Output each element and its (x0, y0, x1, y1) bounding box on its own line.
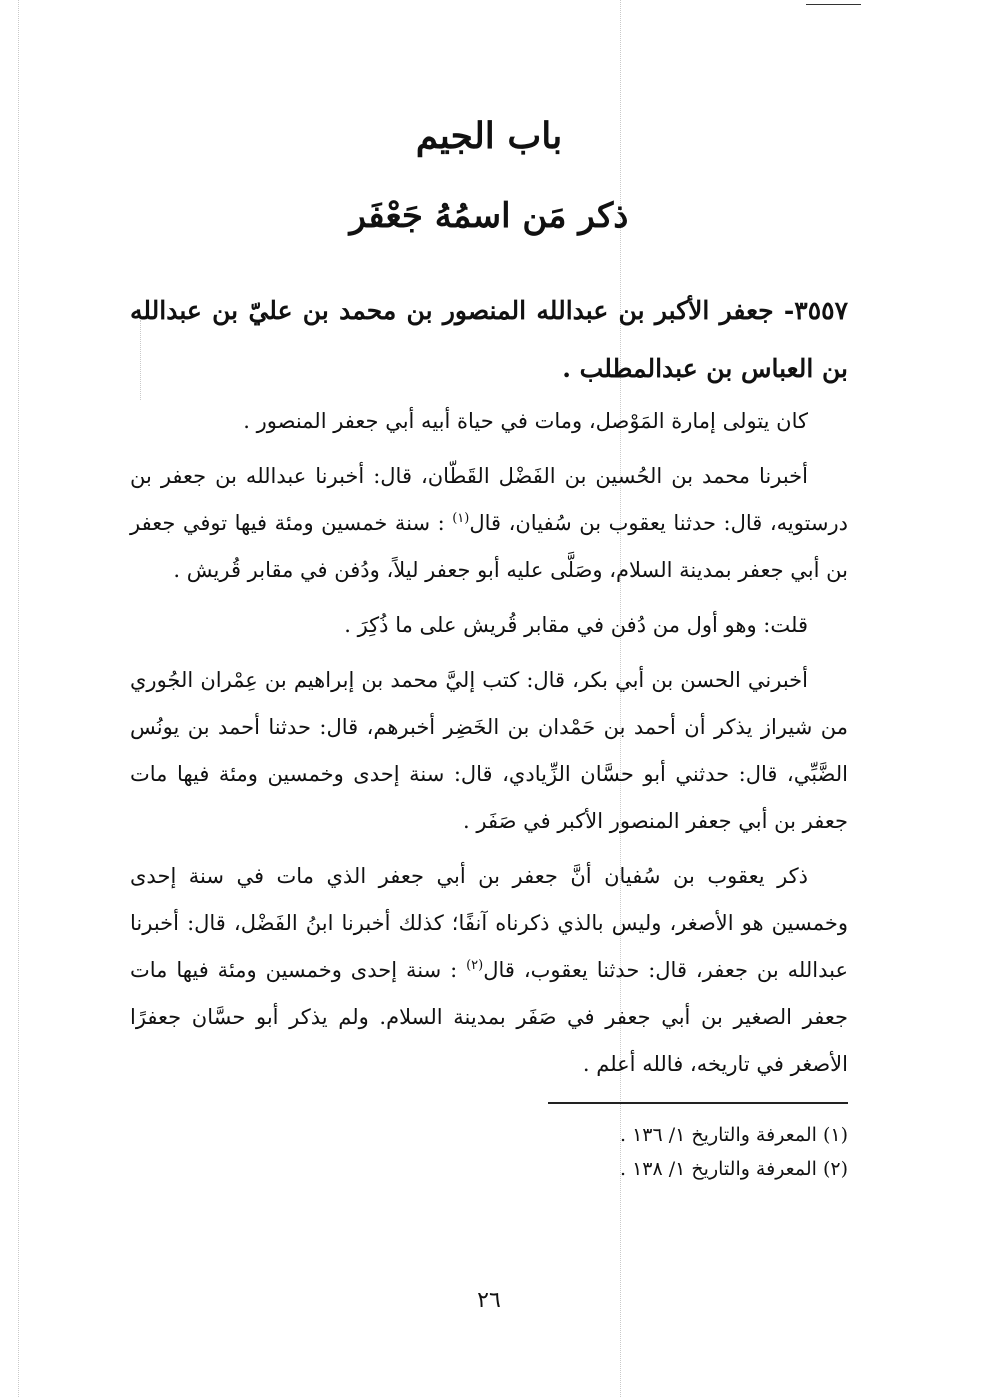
footnotes (130, 1118, 848, 1186)
paragraph (130, 453, 848, 594)
page-number: ٢٦ (477, 1288, 501, 1313)
margin-mark (18, 0, 19, 1397)
section-title: ذكر مَن اسمُهُ جَعْفَر (349, 196, 629, 236)
paragraph-text: : سنة إحدى وخمسين ومئة فيها مات جعفر الصغير بن أبي جعفر في صَفَر بمدينة السلام. ولم يذكر أبو حسَّان جعفرًا الأصغر في تاريخه، فالله أعلم . (130, 958, 848, 1076)
page-content (130, 0, 848, 1397)
footnote-ref: (٢) (466, 958, 484, 973)
footnote-ref: (١) (452, 511, 470, 526)
paragraph-text: أخبرنا محمد بن الحُسين بن الفَضْل القَطّان، قال: أخبرنا عبدالله بن جعفر بن درستويه، قال: حدثنا يعقوب بن سُفيان، قال (130, 464, 848, 535)
paragraph (130, 853, 848, 1088)
body-text (130, 398, 848, 1096)
chapter-title: باب الجيم (415, 115, 563, 157)
footnote-separator (548, 1102, 848, 1104)
footnote: (٢) المعرفة والتاريخ ١/ ١٣٨ . (619, 1158, 848, 1180)
paragraph: قلت: وهو أول من دُفن في مقابر قُريش على ما ذُكِرَ . (344, 613, 808, 637)
footnote: (١) المعرفة والتاريخ ١/ ١٣٦ . (619, 1124, 848, 1146)
paragraph-text: ذكر يعقوب بن سُفيان أنَّ جعفر بن أبي جعفر الذي مات في سنة إحدى وخمسين هو الأصغر، وليس بالذي ذكرناه آنفًا؛ كذلك أخبرنا ابنُ الفَضْل، قال: أخبرنا عبدالله بن جعفر، قال: حدثنا يعقوب، قال (130, 864, 848, 982)
paragraph: أخبرني الحسن بن أبي بكر، قال: كتب إليَّ محمد بن إبراهيم بن عِمْران الجُوري من شيراز يذكر أن أحمد بن حَمْدان بن الخَضِر أخبرهم، قال: حدثنا أحمد بن يونُس الضَّبِّي، قال: حدثني أبو حسَّان الزِّيادي، قال: سنة إحدى وخمسين ومئة فيها مات جعفر بن أبي جعفر المنصور الأكبر في صَفَر . (130, 668, 848, 833)
paragraph-text: : سنة خمسين ومئة فيها توفي جعفر بن أبي جعفر بمدينة السلام، وصَلَّى عليه أبو جعفر ليلاً، ودُفن في مقابر قُريش . (130, 511, 848, 582)
paragraph: كان يتولى إمارة المَوْصل، ومات في حياة أبيه أبي جعفر المنصور . (243, 409, 808, 433)
entry-heading: ٣٥٥٧- جعفر الأكبر بن عبدالله المنصور بن محمد بن عليّ بن عبدالله بن العباس بن عبدالمطلب . (130, 296, 849, 383)
